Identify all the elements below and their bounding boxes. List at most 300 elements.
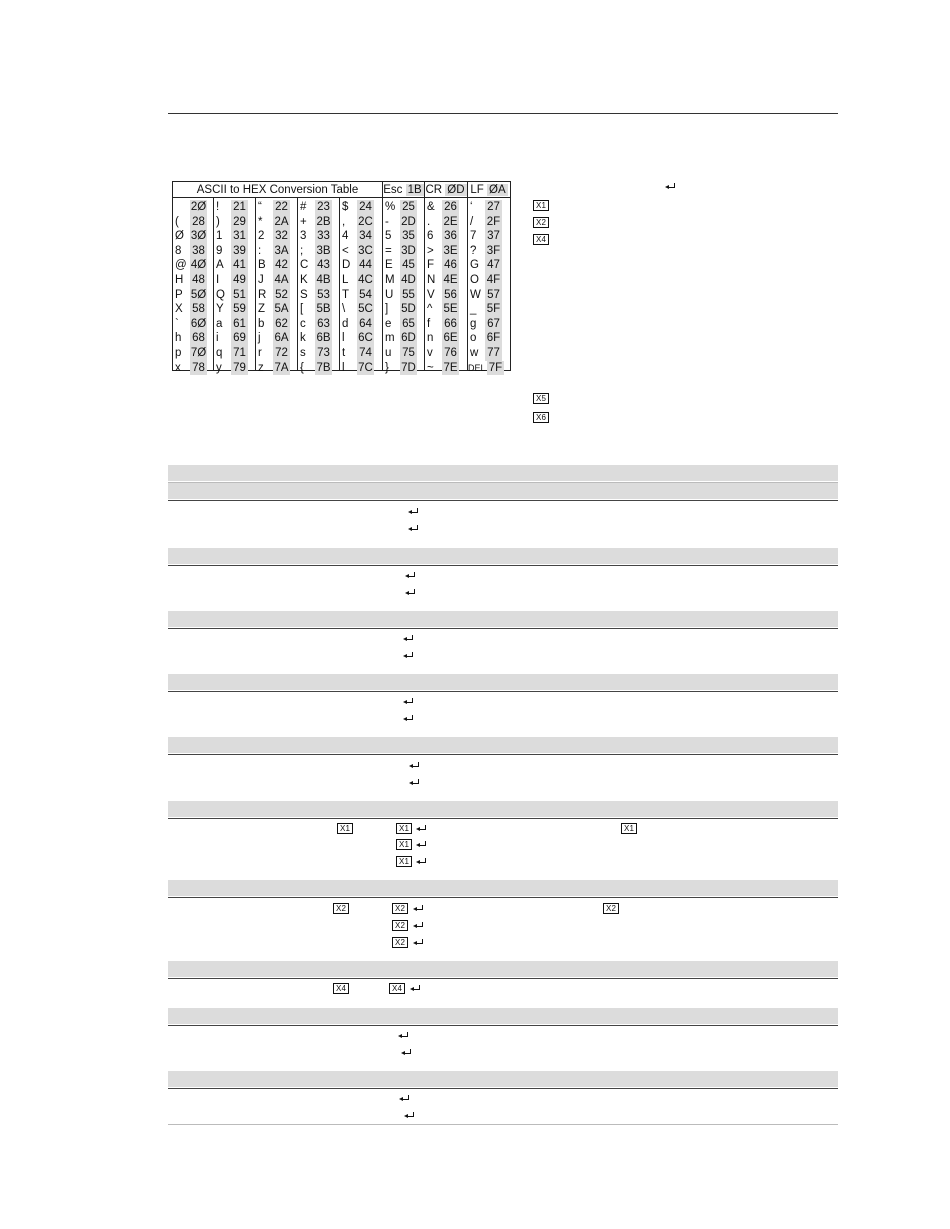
ascii-char: Q [216, 288, 225, 301]
ascii-cell [340, 273, 382, 288]
variable-x4-marker: X4 [333, 983, 349, 994]
ascii-hex: 75 [400, 346, 417, 361]
ascii-cell [298, 244, 339, 259]
ascii-char: % [385, 201, 396, 213]
ascii-hex: 47 [485, 258, 502, 273]
ascii-char: m [385, 332, 395, 345]
ascii-cell [173, 317, 213, 332]
table-rule [168, 691, 838, 692]
ascii-cell [468, 288, 510, 303]
ascii-hex: 73 [315, 346, 332, 361]
ascii-column [256, 198, 298, 374]
ascii-hex: 7Ø [190, 346, 207, 359]
ascii-cell [298, 273, 339, 288]
variable-x2-marker: X2 [392, 937, 408, 948]
ascii-char: DEL [468, 362, 486, 373]
table-subheader-band [168, 483, 838, 499]
ascii-cell [425, 302, 467, 317]
ascii-hex: 79 [231, 361, 248, 376]
ascii-hex: 31 [231, 229, 248, 244]
ascii-cell [468, 331, 510, 346]
ascii-char: / [470, 215, 474, 228]
ascii-cell [383, 258, 424, 273]
ascii-cell [214, 302, 255, 317]
ascii-char: O [470, 273, 479, 286]
ascii-cell [173, 361, 213, 376]
ascii-hex: 21 [231, 200, 248, 215]
ascii-hex: 3F [486, 244, 501, 257]
ascii-hex: 53 [315, 288, 332, 303]
variable-x6-marker: X6 [533, 412, 549, 423]
enter-icon [403, 635, 414, 643]
section-band [168, 548, 838, 564]
ascii-hex: 5B [316, 303, 331, 316]
ascii-hex: 45 [400, 258, 417, 273]
ascii-cell [256, 346, 297, 361]
ascii-char: Z [258, 303, 266, 316]
ascii-cell [173, 288, 213, 303]
variable-x1-marker: X1 [396, 839, 412, 850]
ascii-cell [383, 288, 424, 303]
ascii-hex: 2A [274, 215, 289, 228]
ascii-char: ~ [427, 361, 434, 374]
ascii-char: x [175, 361, 181, 374]
enter-icon [398, 1032, 409, 1040]
ascii-table-title: ASCII to HEX Conversion Table [173, 182, 383, 198]
section-band [168, 961, 838, 977]
ascii-cell [468, 215, 510, 230]
ascii-column [383, 198, 425, 374]
ascii-char: w [470, 346, 479, 359]
ascii-hex: 26 [442, 200, 459, 215]
ascii-hex: 2E [443, 215, 458, 228]
ascii-hex: 49 [231, 273, 248, 288]
ascii-hex: 22 [273, 200, 290, 215]
ascii-column [340, 198, 383, 374]
ascii-hex: 7A [274, 361, 289, 374]
ascii-hex: 71 [231, 346, 248, 361]
ascii-cell [298, 229, 339, 244]
ascii-hex: 64 [357, 317, 374, 332]
ascii-hex: 24 [357, 200, 374, 215]
ascii-hex: 48 [190, 273, 207, 288]
ascii-cell [214, 273, 255, 288]
ascii-hex: 5C [358, 303, 373, 316]
ascii-char: 3 [300, 230, 307, 243]
ascii-cell [425, 229, 467, 244]
ascii-hex: 69 [231, 331, 248, 346]
ascii-hex: 51 [231, 288, 248, 303]
ascii-char: 8 [175, 244, 182, 257]
ascii-char: g [470, 317, 477, 330]
ascii-cell [298, 346, 339, 361]
ascii-cell [468, 244, 510, 259]
ascii-char: 6 [427, 230, 434, 243]
ascii-char: A [216, 259, 224, 272]
enter-icon [408, 525, 419, 533]
ascii-cell [383, 346, 424, 361]
ascii-char: s [300, 346, 306, 359]
esc-header: Esc 1B [383, 182, 425, 198]
variable-x1-marker: X1 [396, 856, 412, 867]
enter-icon [399, 1095, 410, 1103]
ascii-char: # [300, 201, 307, 213]
ascii-hex-table [172, 181, 511, 374]
ascii-char: ; [300, 244, 304, 257]
ascii-cell [298, 288, 339, 303]
variable-x4-marker: X4 [389, 983, 405, 994]
ascii-cell [468, 317, 510, 332]
table-rule [168, 565, 838, 566]
ascii-char: ` [175, 317, 179, 330]
table-rule [168, 897, 838, 898]
ascii-char: } [385, 361, 389, 374]
ascii-char: q [216, 346, 223, 359]
ascii-hex: 63 [315, 317, 332, 332]
ascii-char: @ [175, 259, 187, 272]
variable-x2-marker: X2 [333, 903, 349, 914]
ascii-char: B [258, 259, 266, 272]
table-rule [168, 500, 838, 501]
ascii-hex: 7C [358, 361, 373, 374]
ascii-hex: 23 [315, 200, 332, 215]
ascii-cell [340, 346, 382, 361]
ascii-hex: 3C [358, 244, 373, 257]
ascii-column [298, 198, 340, 374]
variable-x1-marker: X1 [533, 200, 549, 211]
lf-header: LF ØA [468, 182, 510, 198]
ascii-char: $ [342, 201, 349, 213]
ascii-hex: 37 [485, 229, 502, 244]
ascii-char: n [427, 332, 434, 345]
ascii-hex: 5Ø [190, 288, 207, 301]
ascii-hex: 5A [274, 303, 289, 316]
ascii-hex: 32 [273, 229, 290, 244]
ascii-cell [173, 215, 213, 230]
ascii-char: S [300, 288, 308, 301]
ascii-char: I [216, 273, 220, 286]
section-band [168, 611, 838, 627]
ascii-char: * [258, 215, 263, 228]
variable-x2-marker: X2 [533, 217, 549, 228]
enter-icon [413, 922, 424, 930]
ascii-cell [383, 361, 424, 376]
ascii-hex: 43 [315, 258, 332, 273]
ascii-hex: 4B [316, 273, 331, 286]
ascii-hex: 3E [443, 244, 458, 257]
ascii-hex: 7E [443, 361, 458, 374]
table-rule [168, 818, 838, 819]
ascii-char: ( [175, 215, 179, 228]
ascii-hex: 29 [231, 215, 248, 230]
ascii-hex: 41 [231, 258, 248, 273]
ascii-hex: 25 [400, 200, 417, 215]
ascii-cell [256, 317, 297, 332]
ascii-cell [256, 229, 297, 244]
ascii-char: ? [470, 244, 477, 257]
ascii-cell [298, 258, 339, 273]
ascii-char: L [342, 273, 349, 286]
ascii-hex: 7B [316, 361, 331, 374]
ascii-cell [340, 200, 382, 215]
ascii-char: V [427, 288, 435, 301]
ascii-char: “ [258, 201, 262, 213]
table-header-band [168, 465, 838, 481]
variable-x2-marker: X2 [392, 920, 408, 931]
ascii-char: Ø [175, 230, 184, 243]
ascii-char: H [175, 273, 184, 286]
ascii-cell [256, 215, 297, 230]
ascii-cell [298, 215, 339, 230]
enter-icon [416, 825, 427, 833]
section-band [168, 737, 838, 753]
ascii-column [214, 198, 256, 374]
ascii-cell [383, 273, 424, 288]
ascii-cell [173, 346, 213, 361]
ascii-cell [256, 361, 297, 376]
enter-icon [401, 1049, 412, 1057]
ascii-hex: 74 [357, 346, 374, 361]
ascii-hex: 38 [190, 244, 207, 259]
ascii-hex: 33 [315, 229, 332, 244]
ascii-cell [214, 229, 255, 244]
section-band [168, 801, 838, 817]
ascii-hex: 5D [401, 303, 416, 316]
ascii-cell [173, 244, 213, 259]
ascii-cell [383, 215, 424, 230]
ascii-hex: 7D [401, 361, 416, 374]
ascii-cell [383, 302, 424, 317]
ascii-cell [173, 258, 213, 273]
ascii-cell [468, 200, 510, 215]
ascii-cell [340, 361, 382, 376]
ascii-char: i [216, 332, 219, 345]
ascii-hex: 4C [358, 273, 373, 286]
ascii-hex: 4Ø [190, 259, 207, 272]
ascii-cell [340, 229, 382, 244]
ascii-char: , [342, 215, 346, 228]
ascii-cell [425, 273, 467, 288]
ascii-char: + [300, 215, 307, 228]
ascii-hex: 3Ø [190, 230, 207, 243]
ascii-hex: 56 [442, 288, 459, 303]
ascii-hex: 2Ø [190, 201, 207, 213]
ascii-char: k [300, 332, 306, 345]
ascii-hex: 2F [486, 215, 501, 228]
ascii-hex: 52 [273, 288, 290, 303]
enter-icon [409, 762, 420, 770]
ascii-char: W [470, 288, 481, 301]
ascii-hex: 2B [316, 215, 331, 228]
ascii-char: Y [216, 303, 224, 316]
ascii-hex: 65 [400, 317, 417, 332]
ascii-column [173, 198, 214, 374]
ascii-char: . [427, 215, 431, 228]
ascii-hex: 39 [231, 244, 248, 259]
ascii-cell [256, 200, 297, 215]
ascii-cell [214, 346, 255, 361]
ascii-char: u [385, 346, 392, 359]
table-rule [168, 1088, 838, 1089]
ascii-char: h [175, 332, 182, 345]
enter-icon [403, 715, 414, 723]
ascii-char: _ [470, 303, 477, 316]
ascii-char: : [258, 244, 262, 257]
ascii-char: G [470, 259, 479, 272]
ascii-cell [340, 244, 382, 259]
enter-icon [408, 508, 419, 516]
ascii-cell [425, 200, 467, 215]
ascii-cell [256, 258, 297, 273]
ascii-hex: 42 [273, 258, 290, 273]
ascii-hex: 67 [485, 317, 502, 332]
ascii-hex: 4F [486, 273, 501, 286]
ascii-char: t [342, 346, 346, 359]
variable-x4-marker: X4 [533, 234, 549, 245]
ascii-char: d [342, 317, 349, 330]
ascii-cell [214, 215, 255, 230]
ascii-hex: 72 [273, 346, 290, 361]
enter-icon [665, 183, 676, 191]
ascii-char: j [258, 332, 261, 345]
variable-x1-marker: X1 [621, 823, 637, 834]
ascii-cell [298, 200, 339, 215]
ascii-cell [298, 317, 339, 332]
ascii-char: 1 [216, 230, 223, 243]
ascii-char: < [342, 244, 349, 257]
ascii-char: l [342, 332, 345, 345]
ascii-cell [340, 288, 382, 303]
ascii-cell [340, 258, 382, 273]
ascii-hex: 78 [190, 361, 207, 376]
ascii-cell [425, 288, 467, 303]
ascii-char: f [427, 317, 431, 330]
ascii-cell [256, 273, 297, 288]
ascii-cell [214, 331, 255, 346]
ascii-cell [214, 317, 255, 332]
ascii-char: D [342, 259, 351, 272]
ascii-hex: 2D [401, 215, 416, 228]
ascii-cell [256, 288, 297, 303]
ascii-char: l [342, 361, 345, 374]
ascii-hex: 35 [400, 229, 417, 244]
ascii-char: ! [216, 201, 220, 213]
ascii-cell [298, 361, 339, 376]
ascii-hex: 66 [442, 317, 459, 332]
ascii-cell [468, 229, 510, 244]
ascii-cell [383, 317, 424, 332]
ascii-char: U [385, 288, 394, 301]
variable-x2-marker: X2 [392, 903, 408, 914]
ascii-char: { [300, 361, 304, 374]
ascii-cell [340, 215, 382, 230]
cr-header: CR ØD [425, 182, 468, 198]
enter-icon [403, 698, 414, 706]
ascii-hex: 58 [190, 302, 207, 317]
ascii-cell [173, 200, 213, 215]
ascii-hex: 59 [231, 302, 248, 317]
ascii-char: 9 [216, 244, 223, 257]
ascii-cell [425, 215, 467, 230]
ascii-char: N [427, 273, 436, 286]
ascii-cell [298, 302, 339, 317]
ascii-cell [468, 346, 510, 361]
ascii-char: R [258, 288, 267, 301]
ascii-cell [468, 361, 510, 376]
ascii-char: & [427, 201, 435, 213]
ascii-hex: 61 [231, 317, 248, 332]
ascii-cell [468, 258, 510, 273]
ascii-hex: 44 [357, 258, 374, 273]
enter-icon [416, 841, 427, 849]
ascii-char: a [216, 317, 223, 330]
ascii-hex: 57 [485, 288, 502, 303]
ascii-column [425, 198, 468, 374]
ascii-char: C [300, 259, 309, 272]
ascii-hex: 36 [442, 229, 459, 244]
ascii-cell [256, 331, 297, 346]
enter-icon [405, 572, 416, 580]
ascii-cell [256, 302, 297, 317]
ascii-cell [340, 331, 382, 346]
ascii-hex: 3B [316, 244, 331, 257]
ascii-cell [425, 331, 467, 346]
ascii-char: z [258, 361, 264, 374]
ascii-cell [214, 258, 255, 273]
ascii-char: P [175, 288, 183, 301]
ascii-char: [ [300, 303, 304, 316]
ascii-hex: 6A [274, 332, 289, 345]
ascii-cell [425, 346, 467, 361]
ascii-char: b [258, 317, 265, 330]
enter-icon [405, 589, 416, 597]
enter-icon [416, 858, 427, 866]
ascii-char: - [385, 215, 389, 228]
ascii-char: = [385, 244, 392, 257]
ascii-char: r [258, 346, 262, 359]
ascii-cell [468, 302, 510, 317]
ascii-hex: 55 [400, 288, 417, 303]
ascii-char: T [342, 288, 350, 301]
ascii-cell [425, 361, 467, 376]
ascii-cell [383, 229, 424, 244]
ascii-cell [383, 244, 424, 259]
ascii-char: y [216, 361, 222, 374]
ascii-char: ‘ [470, 201, 473, 213]
table-bottom-rule [168, 1124, 838, 1125]
ascii-char: e [385, 317, 392, 330]
ascii-char: F [427, 259, 435, 272]
ascii-cell [383, 200, 424, 215]
page-top-rule [168, 113, 838, 114]
ascii-char: \ [342, 303, 346, 316]
ascii-char: X [175, 303, 183, 316]
section-band [168, 1008, 838, 1024]
ascii-column [468, 198, 510, 374]
ascii-char: ] [385, 303, 389, 316]
ascii-hex: 5E [443, 303, 458, 316]
ascii-char: J [258, 273, 264, 286]
ascii-hex: 2C [358, 215, 373, 228]
variable-x1-marker: X1 [396, 823, 412, 834]
ascii-hex: 34 [357, 229, 374, 244]
ascii-char: ^ [427, 303, 433, 316]
section-band [168, 880, 838, 896]
ascii-char: E [385, 259, 393, 272]
ascii-hex: 3A [274, 244, 289, 257]
ascii-cell [425, 244, 467, 259]
ascii-cell [173, 331, 213, 346]
